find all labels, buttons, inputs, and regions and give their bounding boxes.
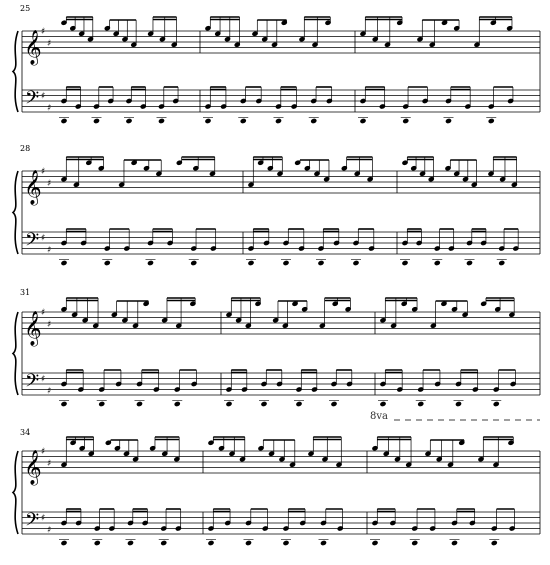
- note-head: [61, 401, 67, 406]
- measure-number-25: 25: [20, 4, 31, 13]
- bass-clef-icon: 𝄢: [25, 371, 40, 396]
- treble-measure: [360, 17, 513, 47]
- note-head: [455, 401, 461, 406]
- bass-measure: [370, 509, 515, 546]
- note-head: [331, 401, 337, 406]
- treble-measure: [205, 17, 331, 47]
- system-4: [13, 437, 540, 546]
- note-head: [248, 260, 254, 265]
- measure-number-31: 31: [20, 288, 31, 297]
- treble-measure: [208, 437, 342, 467]
- system-2: [13, 157, 540, 266]
- treble-clef-icon: 𝄞: [24, 170, 42, 205]
- note-head: [283, 540, 289, 545]
- note-head: [94, 540, 100, 545]
- treble-clef-icon: 𝄞: [24, 311, 42, 346]
- note-head: [434, 260, 440, 265]
- bass-measure: [224, 370, 353, 407]
- treble-measure: [61, 437, 180, 467]
- note-head: [499, 260, 505, 265]
- measure-number-28: 28: [20, 144, 31, 153]
- sharp-sign: ♯: [41, 374, 46, 385]
- note-head: [445, 118, 451, 123]
- note-head: [191, 260, 197, 265]
- sharp-sign: ♯: [41, 447, 46, 457]
- treble-measure: [226, 298, 351, 328]
- sharp-sign: ♯: [41, 167, 46, 177]
- bass-measure: [246, 229, 375, 266]
- sharp-sign: ♯: [47, 103, 52, 114]
- treble-measure: [61, 298, 196, 328]
- note-head: [451, 540, 457, 545]
- bass-clef-icon: 𝄢: [25, 230, 40, 255]
- note-head: [161, 540, 167, 545]
- ottava-mark: 8va: [370, 411, 388, 422]
- system-1: [13, 17, 540, 124]
- note-head: [127, 540, 133, 545]
- note-head: [205, 118, 211, 123]
- note-head: [126, 118, 132, 123]
- note-head: [61, 118, 67, 123]
- note-head: [320, 540, 326, 545]
- sharp-sign: ♯: [47, 525, 52, 536]
- system-brace: [13, 451, 18, 534]
- note-head: [380, 401, 386, 406]
- note-head: [240, 118, 246, 123]
- note-head: [402, 260, 408, 265]
- bass-measure: [378, 370, 516, 407]
- measure-number-34: 34: [20, 428, 31, 437]
- system-brace: [13, 312, 18, 395]
- note-head: [493, 401, 499, 406]
- sharp-sign: ♯: [47, 39, 52, 49]
- bass-clef-icon: 𝄢: [25, 510, 40, 535]
- sharp-sign: ♯: [41, 513, 46, 524]
- sharp-sign: ♯: [41, 308, 46, 318]
- note-head: [491, 540, 497, 545]
- sharp-sign: ♯: [41, 233, 46, 244]
- treble-clef-icon: 𝄞: [24, 450, 42, 485]
- note-head: [158, 118, 164, 123]
- sharp-sign: ♯: [41, 91, 46, 102]
- treble-measure: [61, 17, 177, 47]
- note-head: [261, 401, 267, 406]
- note-head: [93, 118, 99, 123]
- note-head: [275, 118, 281, 123]
- treble-measure: [372, 437, 514, 467]
- note-head: [403, 118, 409, 123]
- note-head: [418, 401, 424, 406]
- bass-measure: [400, 229, 519, 266]
- bass-measure: [59, 87, 179, 124]
- note-head: [372, 540, 378, 545]
- treble-measure: [248, 157, 373, 187]
- note-head: [99, 401, 105, 406]
- note-head: [466, 260, 472, 265]
- bass-measure: [358, 87, 514, 124]
- note-head: [318, 260, 324, 265]
- note-head: [136, 401, 142, 406]
- treble-measure: [402, 157, 518, 187]
- note-head: [208, 540, 214, 545]
- note-head: [104, 260, 110, 265]
- bass-clef-icon: 𝄢: [25, 88, 40, 113]
- note-head: [245, 540, 251, 545]
- system-brace: [13, 31, 18, 112]
- note-head: [412, 540, 418, 545]
- bass-measure: [59, 229, 216, 266]
- treble-clef-icon: 𝄞: [24, 30, 42, 65]
- system-brace: [13, 171, 18, 254]
- note-head: [360, 118, 366, 123]
- sharp-sign: ♯: [41, 27, 46, 37]
- note-head: [226, 401, 232, 406]
- note-head: [296, 401, 302, 406]
- note-head: [488, 118, 494, 123]
- system-3: [13, 298, 540, 407]
- bass-measure: [59, 370, 197, 407]
- note-head: [61, 260, 67, 265]
- note-head: [353, 260, 359, 265]
- sharp-sign: ♯: [47, 386, 52, 397]
- bass-measure: [206, 509, 343, 546]
- note-head: [147, 260, 153, 265]
- staff-systems: [13, 17, 540, 546]
- sharp-sign: ♯: [47, 179, 52, 189]
- treble-measure: [61, 157, 216, 187]
- note-head: [61, 540, 67, 545]
- sharp-sign: ♯: [47, 459, 52, 469]
- bass-measure: [203, 87, 332, 124]
- sharp-sign: ♯: [47, 320, 52, 330]
- bass-measure: [59, 509, 181, 546]
- note-head: [283, 260, 289, 265]
- note-head: [174, 401, 180, 406]
- note-head: [311, 118, 317, 123]
- treble-measure: [380, 298, 515, 328]
- sharp-sign: ♯: [47, 245, 52, 256]
